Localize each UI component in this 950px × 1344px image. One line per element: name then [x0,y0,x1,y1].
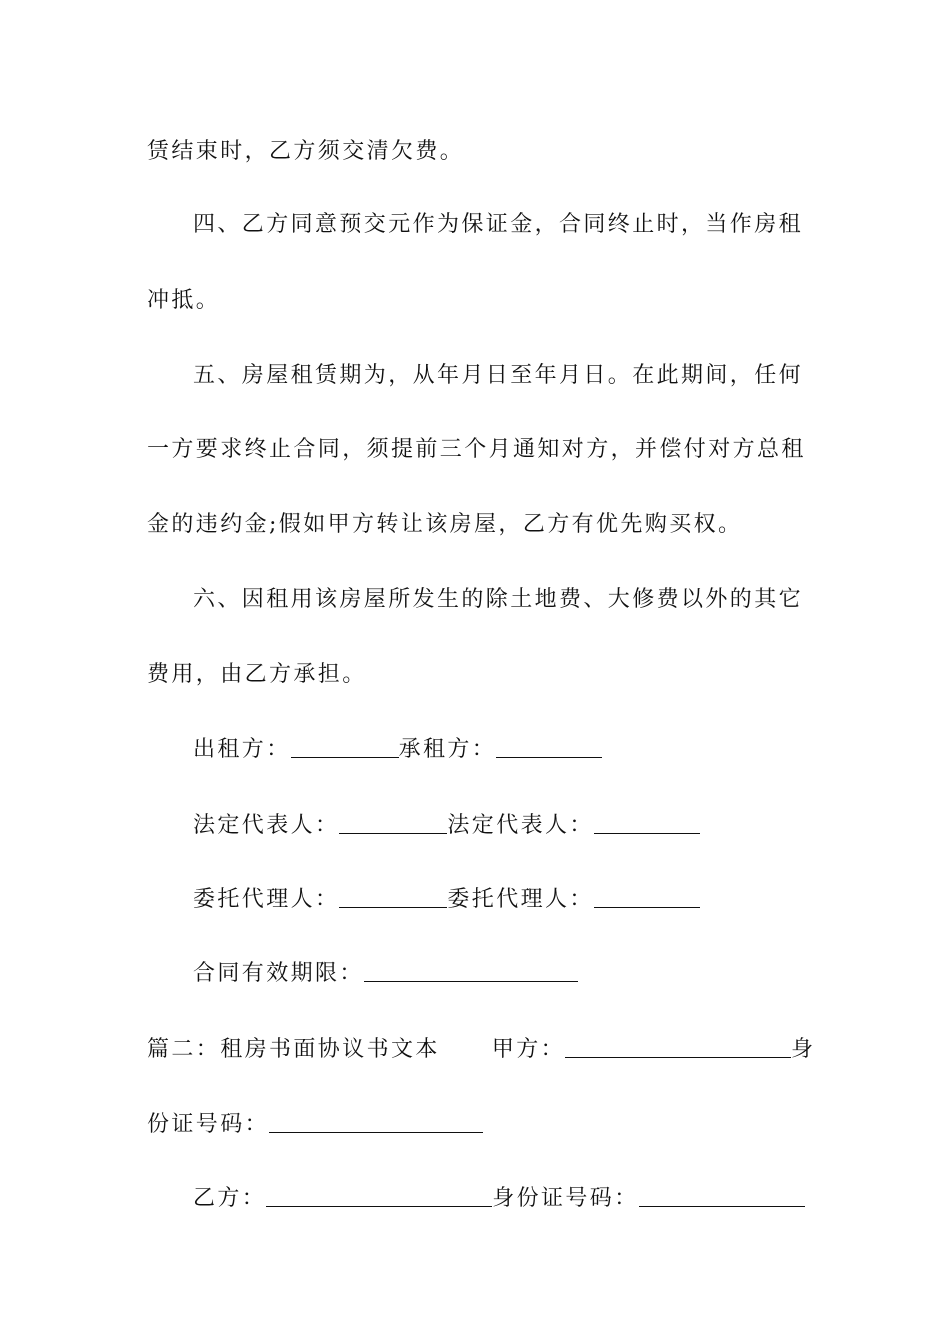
signature-line-agent [193,879,853,919]
agent-blank-b [594,881,700,908]
paragraph-line: 五、房屋租赁期为，从年月日至年月日。在此期间，任何 [193,363,804,388]
legal-rep-label-b: 法定代表人： [447,813,594,838]
party-a-id-line [147,1104,807,1144]
party-a-blank [565,1031,791,1058]
paragraph-line: 赁结束时，乙方须交清欠费。 [147,139,465,164]
party-a-id-label-start: 身 [791,1037,816,1062]
part-two-heading: 篇二：租房书面协议书文本 [147,1037,440,1062]
agent-label-b: 委托代理人： [447,887,594,912]
agent-label-a: 委托代理人： [193,887,340,912]
paragraph-line: 冲抵。 [147,288,221,313]
signature-line-validity [193,953,853,993]
paragraph-line: 费用，由乙方承担。 [147,662,367,687]
paragraph-line: 金的违约金;假如甲方转让该房屋，乙方有优先购买权。 [147,512,743,537]
party-b-line [193,1178,853,1218]
paragraph-line: 六、因租用该房屋所发生的除土地费、大修费以外的其它 [193,587,804,612]
legal-rep-blank-a [339,807,447,834]
validity-label: 合同有效期限： [193,961,364,986]
party-a-id-blank [269,1106,483,1133]
part-two-heading-line [147,1029,816,1069]
party-b-id-blank [639,1180,805,1207]
paragraph-line: 四、乙方同意预交元作为保证金，合同终止时，当作房租 [193,212,804,237]
lessor-label: 出租方： [193,737,291,762]
paragraph-line: 一方要求终止合同，须提前三个月通知对方，并偿付对方总租 [147,437,806,462]
party-b-id-label: 身份证号码： [492,1186,639,1211]
lessor-blank [291,731,399,758]
validity-blank [364,955,578,982]
signature-line-legal-rep [193,805,853,845]
party-b-blank [266,1180,492,1207]
legal-rep-blank-b [594,807,700,834]
party-a-id-label: 份证号码： [147,1112,270,1137]
lessee-blank [496,731,602,758]
party-b-label: 乙方： [193,1186,267,1211]
party-a-label: 甲方： [491,1037,566,1062]
signature-line-lessor [193,729,853,769]
agent-blank-a [339,881,447,908]
legal-rep-label-a: 法定代表人： [193,813,340,838]
lessee-label: 承租方： [398,737,497,762]
